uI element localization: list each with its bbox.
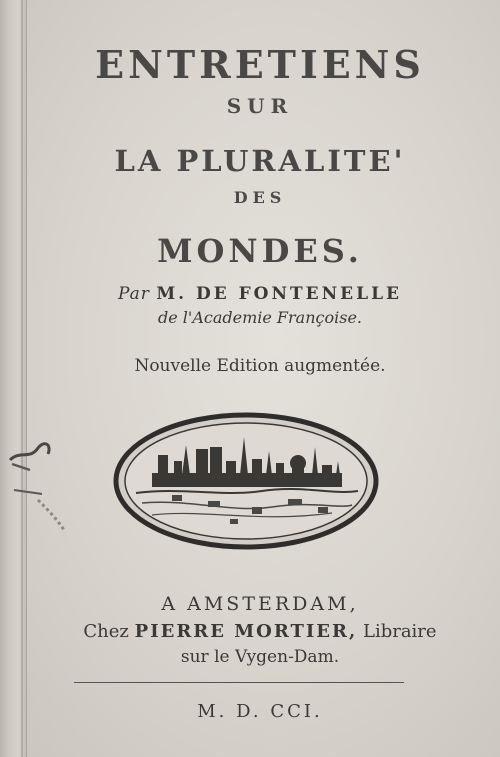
city-vignette-image (112, 411, 380, 551)
author-name: M. DE FONTENELLE (156, 284, 402, 304)
imprint-publisher-line (40, 621, 480, 642)
binding-thread-icon (8, 430, 68, 550)
imprint-address: sur le Vygen-Dam. (180, 647, 340, 667)
imprint-publisher: PIERRE MORTIER, (134, 621, 358, 642)
imprint-librairie: Libraire (362, 621, 437, 642)
spine-fold-line (21, 0, 23, 757)
title-line-1: ENTRETIENS (95, 42, 425, 87)
author-line (40, 284, 480, 304)
edition-line: Nouvelle Edition augmentée. (134, 356, 386, 376)
title-line-5: MONDES. (157, 232, 363, 270)
imprint-year: M. D. CCI. (197, 701, 323, 722)
academy-line: de l'Academie Françoise. (158, 308, 362, 327)
imprint-rule (74, 682, 404, 683)
title-line-3: LA PLURALITE' (114, 144, 406, 178)
title-line-2: SUR (226, 94, 294, 118)
imprint-chez: Chez (83, 621, 129, 642)
author-par: Par (117, 284, 150, 304)
imprint-city: A AMSTERDAM, (161, 593, 359, 615)
title-line-4: DES (233, 188, 287, 207)
